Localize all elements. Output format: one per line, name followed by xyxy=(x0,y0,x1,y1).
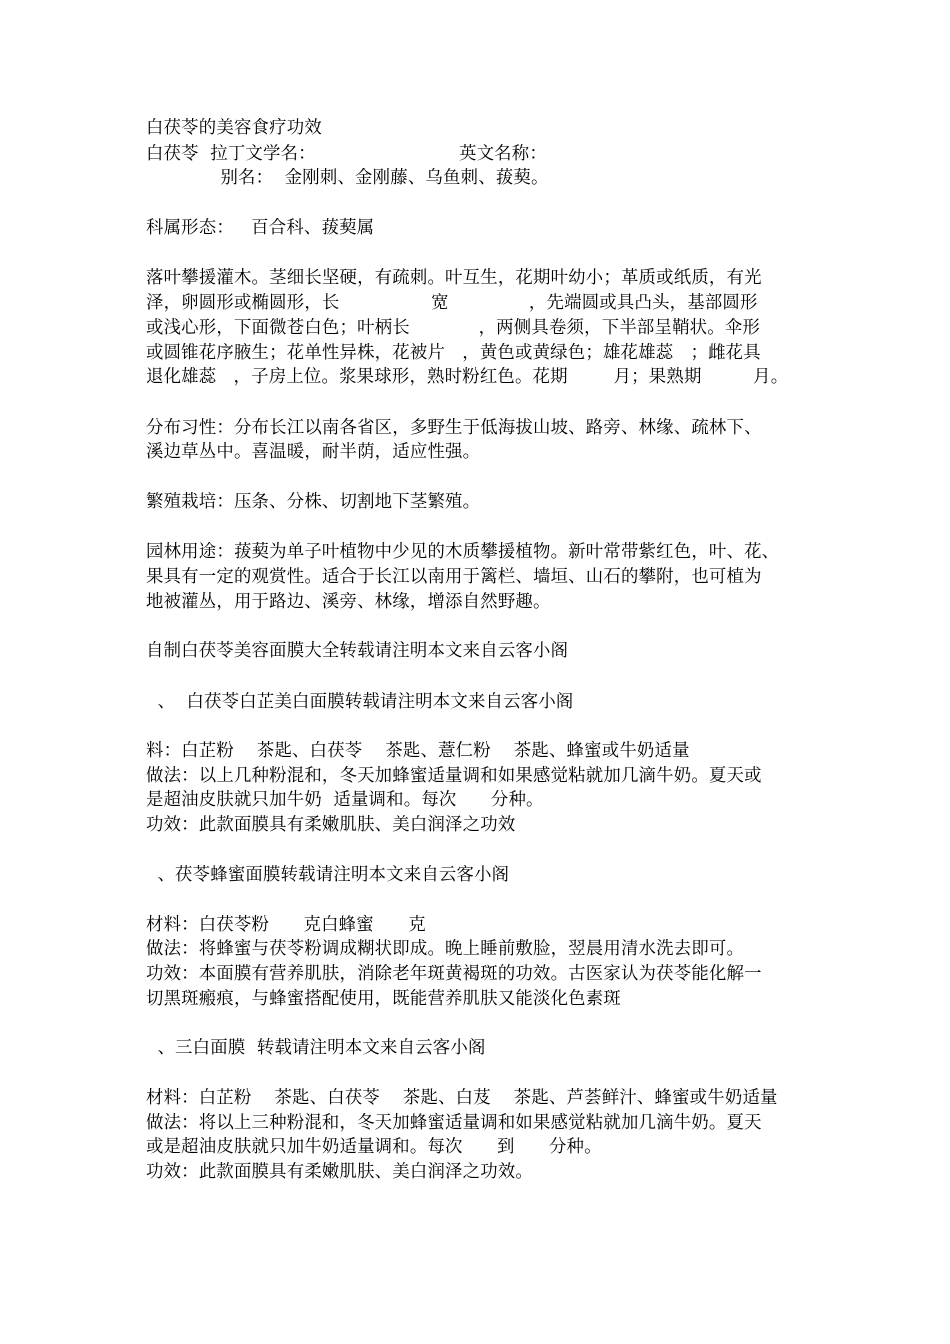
doc-line-morphology-5: 退化雄蕊 ，子房上位。浆果球形，熟时粉红色。花期 月；果熟期 月。 xyxy=(146,367,789,387)
doc-recipe-2-heading: 、茯苓蜂蜜面膜转载请注明本文来自云客小阁 xyxy=(146,865,510,885)
doc-recipe-3-materials: 材料：白芷粉 茶匙、白茯苓 茶匙、白芨 茶匙、芦荟鲜汁、蜂蜜或牛奶适量 xyxy=(146,1088,778,1108)
doc-recipe-1-method-2: 是超油皮肤就只加牛奶 适量调和。每次 分种。 xyxy=(146,790,544,810)
doc-line-distribution-1: 分布习性：分布长江以南各省区，多野生于低海拔山坡、路旁、林缘、疏林下、 xyxy=(146,418,762,438)
doc-recipe-2-materials: 材料：白茯苓粉 克白蜂蜜 克 xyxy=(146,915,426,935)
doc-line-names: 白茯苓 拉丁文学名： 英文名称： xyxy=(146,144,547,164)
doc-title: 白茯苓的美容食疗功效 xyxy=(146,118,322,138)
doc-recipe-3-heading: 、三白面膜 转载请注明本文来自云客小阁 xyxy=(146,1038,486,1058)
doc-line-morphology-4: 或圆锥花序腋生；花单性异株，花被片 ，黄色或黄绿色；雄花雄蕊 ；雌花具 xyxy=(146,343,761,363)
doc-line-propagation: 繁殖栽培：压条、分株、切割地下茎繁殖。 xyxy=(146,492,481,512)
doc-line-garden-use-1: 园林用途：菝葜为单子叶植物中少见的木质攀援植物。新叶常带紫红色，叶、花、 xyxy=(146,542,780,562)
doc-recipe-2-effect-1: 功效：本面膜有营养肌肤，消除老年斑黄褐斑的功效。古医家认为茯苓能化解一 xyxy=(146,964,762,984)
doc-recipe-1-method-1: 做法：以上几种粉混和，冬天加蜂蜜适量调和如果感觉粘就加几滴牛奶。夏天或 xyxy=(146,766,762,786)
doc-recipe-1-heading: 、 白茯苓白芷美白面膜转载请注明本文来自云客小阁 xyxy=(146,692,574,712)
doc-section-heading: 自制白茯苓美容面膜大全转载请注明本文来自云客小阁 xyxy=(146,641,569,661)
doc-recipe-2-method: 做法：将蜂蜜与茯苓粉调成糊状即成。晚上睡前敷脸，翌晨用清水洗去即可。 xyxy=(146,939,745,959)
doc-line-distribution-2: 溪边草丛中。喜温暖，耐半荫，适应性强。 xyxy=(146,442,481,462)
doc-line-morphology-2: 泽，卵圆形或椭圆形，长 宽 ，先端圆或具凸头，基部圆形 xyxy=(146,293,758,313)
doc-line-morphology-1: 落叶攀援灌木。茎细长坚硬，有疏刺。叶互生，花期叶幼小；革质或纸质，有光 xyxy=(146,268,762,288)
doc-recipe-3-effect: 功效：此款面膜具有柔嫩肌肤、美白润泽之功效。 xyxy=(146,1162,533,1182)
doc-line-garden-use-3: 地被灌丛，用于路边、溪旁、林缘，增添自然野趣。 xyxy=(146,592,551,612)
doc-line-morphology-3: 或浅心形，下面微苍白色；叶柄长 ，两侧具卷须，下半部呈鞘状。伞形 xyxy=(146,318,761,338)
doc-recipe-1-materials: 料：白芷粉 茶匙、白茯苓 茶匙、薏仁粉 茶匙、蜂蜜或牛奶适量 xyxy=(146,741,690,761)
doc-recipe-3-method-1: 做法：将以上三种粉混和，冬天加蜂蜜适量调和如果感觉粘就加几滴牛奶。夏天 xyxy=(146,1113,762,1133)
doc-recipe-1-effect: 功效：此款面膜具有柔嫩肌肤、美白润泽之功效 xyxy=(146,815,516,835)
doc-line-garden-use-2: 果具有一定的观赏性。适合于长江以南用于篱栏、墙垣、山石的攀附，也可植为 xyxy=(146,567,762,587)
doc-line-family: 科属形态： 百合科、菝葜属 xyxy=(146,218,375,238)
doc-recipe-3-method-2: 或是超油皮肤就只加牛奶适量调和。每次 到 分种。 xyxy=(146,1137,602,1157)
doc-line-alias: 别名： 金刚刺、金刚藤、乌鱼刺、菝葜。 xyxy=(146,168,549,188)
doc-recipe-2-effect-2: 切黑斑瘢痕，与蜂蜜搭配使用，既能营养肌肤又能淡化色素斑 xyxy=(146,989,621,1009)
